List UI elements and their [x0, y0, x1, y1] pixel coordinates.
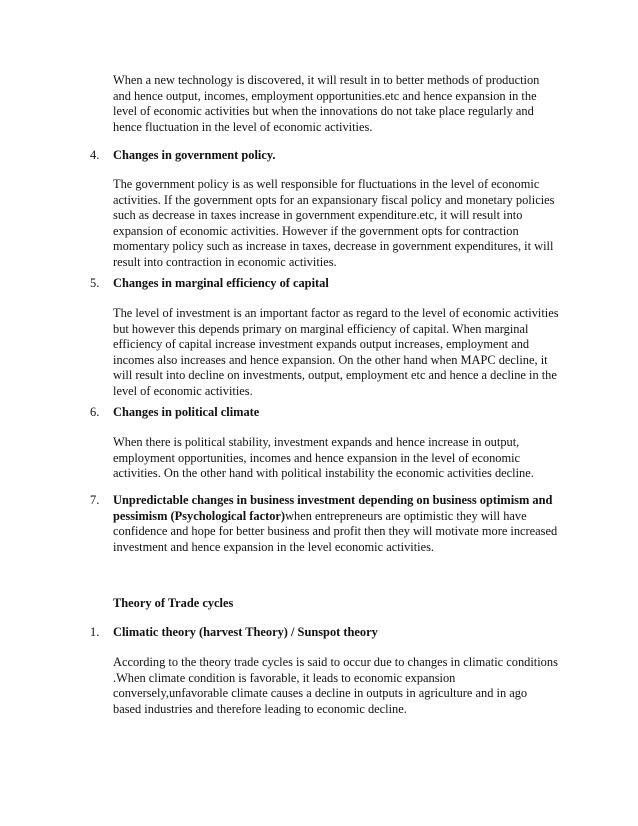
section-heading-continued: pessimism (Psychological factor): [113, 508, 286, 523]
section-number: 6.: [90, 405, 100, 419]
text-line: will result into decline on investments, output, employment etc and hence a decline in the: [113, 368, 557, 383]
text-line: efficiency of capital increase investment expands output increases, employment and: [113, 337, 530, 352]
text-line: [113, 509, 563, 525]
text-line: conversely,unfavorable climate causes a decline in outputs in agriculture and in ago: [113, 686, 528, 701]
section-number: 1.: [90, 625, 100, 639]
text-line: When there is political stability, investment expands and hence increase in output,: [113, 435, 520, 449]
text-line: momentary policy such as increase in taxes, decrease in government expenditures, it will: [113, 239, 554, 254]
section-paragraph: [113, 493, 563, 555]
text-line: confidence and hope for better business and profit then they will motivate more increased: [113, 524, 558, 539]
text-line: but however this depends primary on marginal efficiency of capital. When marginal: [113, 321, 529, 336]
text-line: incomes also increases and hence expansion. On the other hand when MAPC decline, it: [113, 352, 548, 367]
intro-paragraph: [113, 73, 563, 135]
text-line: such as decrease in taxes increase in government expenditure.etc, it will result into: [113, 208, 523, 223]
text-line: investment and hence expansion in the level economic activities.: [113, 539, 435, 554]
section-heading: Climatic theory (harvest Theory) / Sunspot theory: [113, 625, 378, 639]
section-paragraph: [113, 306, 563, 400]
text-line: result into contraction in economic activities.: [113, 254, 337, 269]
text-line: level of economic activities but when the innovations do not take place regularly and: [113, 104, 534, 119]
section-heading: Changes in marginal efficiency of capital: [113, 276, 329, 290]
text-line: The government policy is as well responsible for fluctuations in the level of economic: [113, 177, 540, 191]
text-line: activities. If the government opts for an expansionary fiscal policy and monetary policies: [113, 192, 555, 207]
section-heading: Changes in political climate: [113, 405, 260, 419]
text-line: level of economic activities.: [113, 383, 253, 398]
section-heading: Unpredictable changes in business investment depending on business optimism and: [113, 493, 553, 507]
section-paragraph: [113, 177, 563, 271]
text-fragment: when entrepreneurs are optimistic they will have: [285, 508, 527, 523]
subsection-title: Theory of Trade cycles: [113, 596, 234, 610]
section-paragraph: [113, 435, 563, 482]
text-line: When a new technology is discovered, it will result in to better methods of production: [113, 73, 540, 87]
text-line: According to the theory trade cycles is said to occur due to changes in climatic conditions: [113, 655, 558, 669]
text-line: .When climate condition is favorable, it leads to economic expansion: [113, 670, 456, 685]
section-number: 4.: [90, 148, 100, 162]
section-paragraph: [113, 655, 563, 717]
text-line: hence fluctuation in the level of economic activities.: [113, 119, 373, 134]
text-line: activities. On the other hand with political instability the economic activities decline.: [113, 466, 534, 481]
text-line: expansion of economic activities. However if the government opts for contraction: [113, 223, 519, 238]
text-line: The level of investment is an important factor as regard to the level of economic activities: [113, 306, 559, 320]
section-number: 7.: [90, 493, 100, 507]
text-line: and hence output, incomes, employment opportunities.etc and hence expansion in the: [113, 88, 537, 103]
section-heading: Changes in government policy.: [113, 148, 276, 162]
text-line: employment opportunities, incomes and hence expansion in the level of economic: [113, 450, 521, 465]
section-number: 5.: [90, 276, 100, 290]
text-line: based industries and therefore leading to economic decline.: [113, 701, 407, 716]
